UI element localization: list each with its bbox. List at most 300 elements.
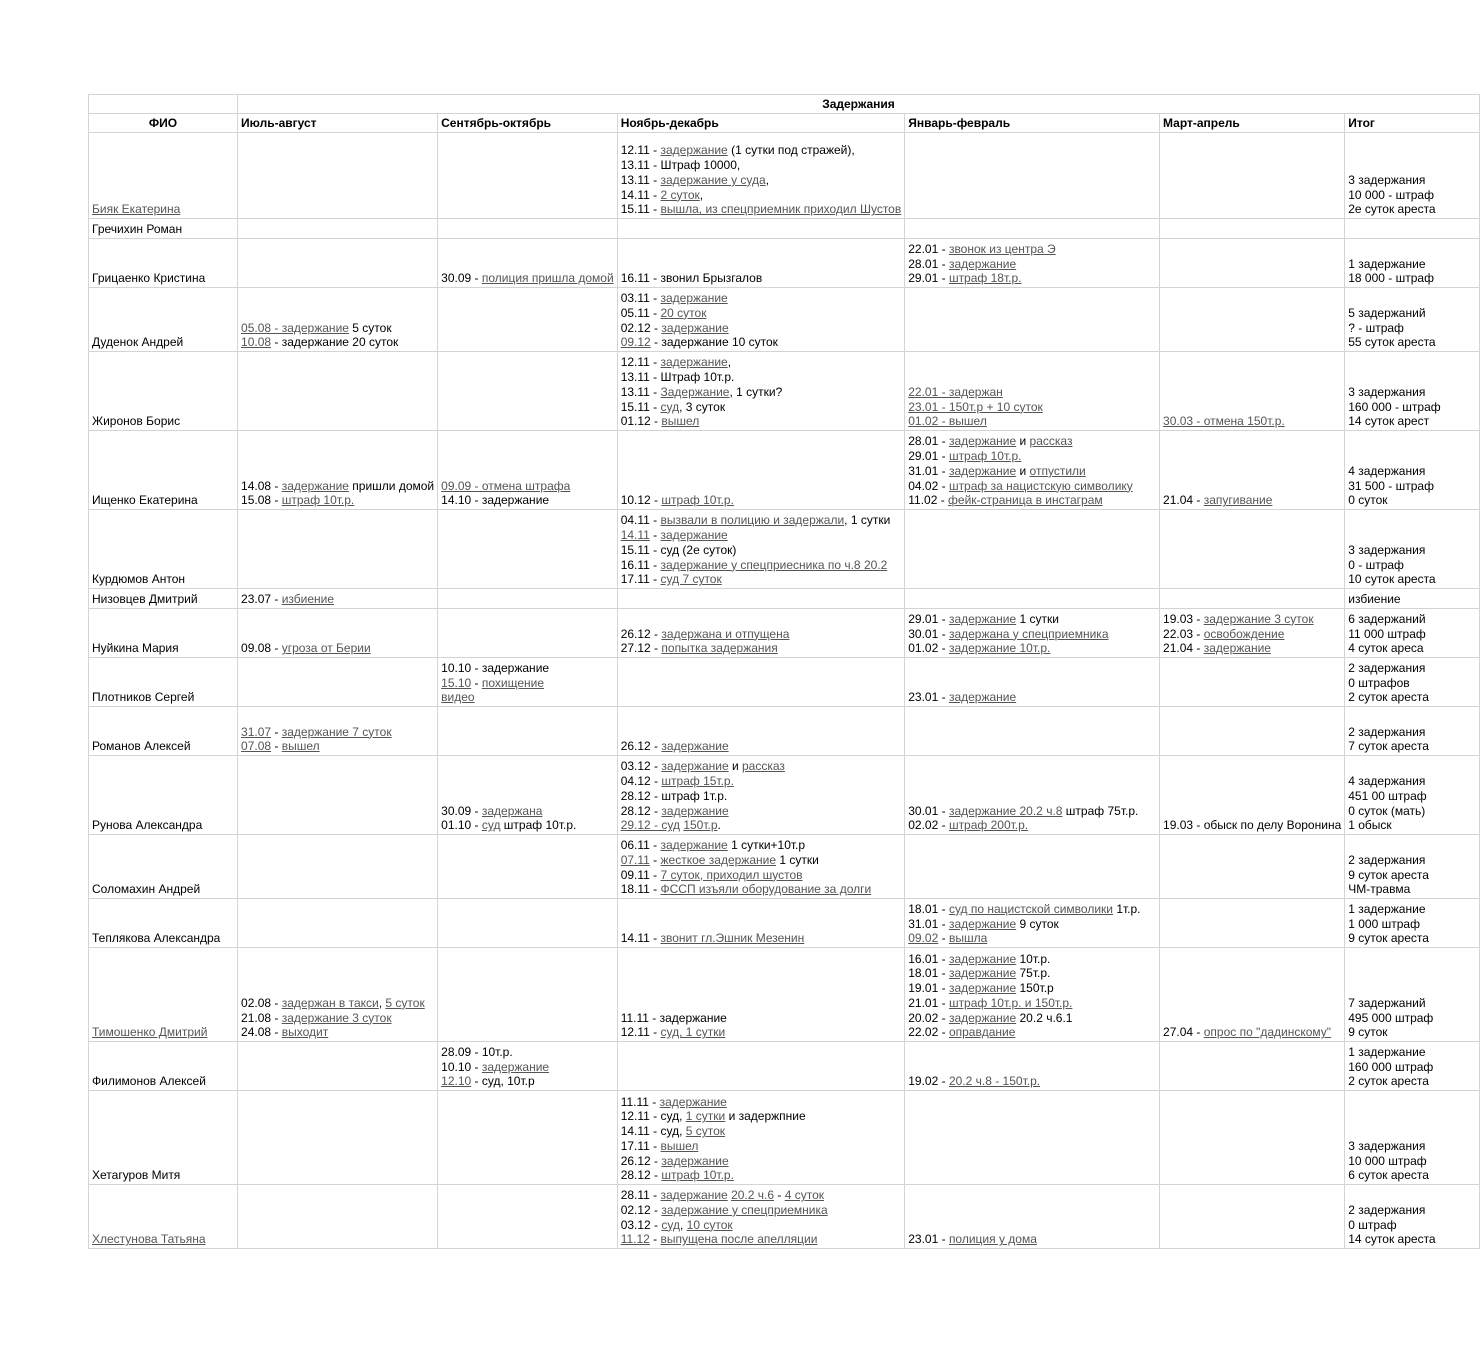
cell-sep-oct: [438, 431, 618, 510]
event-link[interactable]: запугивание: [1203, 493, 1273, 508]
cell-sep-oct: [438, 219, 618, 239]
event-link[interactable]: вышла, из спецприемник приходил Шустов: [660, 202, 902, 217]
event-link[interactable]: задержание: [481, 1059, 550, 1074]
cell-sep-oct: [438, 1185, 618, 1249]
event-text: 31 500 - штраф: [1348, 478, 1434, 493]
event-text: 14 суток ареста: [1348, 1232, 1436, 1247]
cell-nov-dec: [617, 589, 905, 609]
event-text: 18.01 -: [908, 901, 949, 916]
event-line: [441, 818, 614, 833]
event-link[interactable]: рассказ: [742, 759, 785, 774]
event-link[interactable]: фейк-страница в инстаграм: [948, 493, 1103, 508]
cell-jul-aug: [238, 948, 438, 1042]
person-name: Рунова Александра: [92, 818, 203, 833]
person-name: Романов Алексей: [92, 739, 191, 754]
event-text: -: [649, 852, 661, 867]
event-link[interactable]: вызвали в полицию и задержали: [660, 513, 845, 528]
event-text: 28.09 - 10т.р.: [441, 1044, 513, 1059]
event-link[interactable]: штраф 10т.р.: [281, 493, 355, 508]
cell-total: [1345, 756, 1480, 835]
person-name[interactable]: Хлестунова Татьяна: [92, 1232, 206, 1247]
event-line: [1348, 400, 1476, 415]
event-text: 30.09 -: [441, 271, 482, 286]
event-line: [621, 188, 902, 203]
event-link[interactable]: 15.10: [441, 675, 472, 690]
event-link[interactable]: отпустили: [1029, 463, 1086, 478]
detentions-table: [88, 94, 1480, 1249]
event-line: [1348, 464, 1476, 479]
event-link[interactable]: задержание у спецприемника: [661, 1202, 828, 1217]
event-line: [621, 414, 902, 429]
event-text: 21.08 -: [241, 1010, 282, 1025]
cell-jul-aug: [238, 239, 438, 288]
event-text: - задержание 20 суток: [271, 335, 399, 350]
event-line: [621, 1203, 902, 1218]
event-link[interactable]: 23.01 - 150т.р + 10 суток: [908, 399, 1043, 414]
column-header-jul-aug: Июль-август: [238, 114, 438, 133]
event-link[interactable]: звонок из центра Э: [948, 241, 1056, 256]
event-text: 1 задержание: [1348, 1044, 1426, 1059]
event-text: -: [938, 931, 949, 946]
table-row: [89, 288, 1480, 352]
event-text: , 1 сутки: [844, 513, 891, 528]
event-line: [621, 321, 902, 336]
event-link[interactable]: задержание: [661, 759, 729, 774]
event-link[interactable]: задержание: [660, 355, 728, 370]
event-link[interactable]: задержание у спецприесника по ч.8 20.2: [660, 557, 888, 572]
table-row: [89, 589, 1480, 609]
event-link[interactable]: задержание у суда: [660, 172, 766, 187]
column-header-sep-oct: Сентябрь-октябрь: [438, 114, 618, 133]
event-line: [1348, 804, 1476, 819]
event-link[interactable]: выходит: [281, 1025, 329, 1040]
cell-fio: [89, 288, 238, 352]
event-text: 02.12 -: [620, 1202, 662, 1217]
event-line: [1348, 661, 1476, 676]
event-line: [908, 1025, 1156, 1040]
event-text: 01.10 -: [441, 818, 482, 833]
event-line: [441, 804, 614, 819]
event-line: [621, 291, 902, 306]
table-row: [89, 835, 1480, 899]
event-text: 3 задержания: [1348, 1138, 1426, 1153]
event-line: [908, 1011, 1156, 1026]
event-link[interactable]: 1 сутки: [685, 1109, 726, 1124]
cell-jan-feb: [905, 609, 1160, 658]
cell-jan-feb: [905, 431, 1160, 510]
event-line: [1348, 902, 1476, 917]
event-text: 12.11 -: [620, 1025, 661, 1040]
event-text: 1 сутки: [1016, 611, 1059, 626]
event-link[interactable]: попытка задержания: [661, 641, 778, 656]
event-line: [908, 434, 1156, 449]
event-line: [1348, 641, 1476, 656]
event-text: 31.01 -: [908, 916, 949, 931]
event-line: [621, 1154, 902, 1169]
event-line: [1163, 1025, 1341, 1040]
cell-jul-aug: [238, 756, 438, 835]
cell-sep-oct: [438, 658, 618, 707]
cell-sep-oct: [438, 133, 618, 219]
table-row: [89, 510, 1480, 589]
cell-jul-aug: [238, 133, 438, 219]
event-link[interactable]: задержание: [948, 1010, 1017, 1025]
cell-fio: [89, 431, 238, 510]
event-link[interactable]: задержание: [948, 256, 1017, 271]
event-link[interactable]: штраф 18т.р.: [948, 271, 1022, 286]
event-link[interactable]: задержание: [948, 611, 1017, 626]
event-line: [908, 917, 1156, 932]
event-link[interactable]: 01.02 - вышел: [908, 414, 987, 429]
event-line: [1348, 479, 1476, 494]
event-link[interactable]: полиция пришла домой: [481, 271, 614, 286]
event-link[interactable]: ФССП изъяли оборудование за долги: [660, 882, 872, 897]
event-text: 7 задержаний: [1348, 995, 1426, 1010]
event-text: 13.11 -: [620, 384, 661, 399]
cell-mar-apr: [1160, 589, 1345, 609]
event-line: [908, 257, 1156, 272]
event-link[interactable]: рассказ: [1029, 434, 1073, 449]
event-line: [621, 335, 902, 350]
person-name: Дуденок Андрей: [92, 335, 184, 350]
event-link[interactable]: 4 суток: [784, 1188, 824, 1203]
event-link[interactable]: 09.02: [908, 931, 939, 946]
event-text: 160 000 штраф: [1348, 1059, 1434, 1074]
event-link[interactable]: выпущена после апелляции: [660, 1232, 818, 1247]
cell-fio: [89, 352, 238, 431]
event-text: 24.08 -: [241, 1025, 282, 1040]
cell-total: [1345, 589, 1480, 609]
event-line: [1348, 627, 1476, 642]
event-link[interactable]: штраф 10т.р.: [661, 493, 734, 508]
event-text: , 3 суток: [679, 399, 726, 414]
cell-nov-dec: [617, 510, 905, 589]
event-text: 12.11 - суд,: [620, 1109, 686, 1124]
event-line: [621, 818, 902, 833]
event-text: 27.04 -: [1163, 1025, 1204, 1040]
event-line: [908, 818, 1156, 833]
cell-mar-apr: [1160, 1042, 1345, 1091]
event-link[interactable]: задержание 3 суток: [1203, 611, 1314, 626]
event-link[interactable]: штраф за нацистскую символику: [948, 478, 1133, 493]
group-header-row: [89, 95, 1480, 114]
table-row: [89, 707, 1480, 756]
event-text: 13.11 - Штраф 10000,: [620, 158, 741, 173]
cell-fio: [89, 133, 238, 219]
event-line: [908, 493, 1156, 508]
event-line: [621, 543, 902, 558]
cell-sep-oct: [438, 835, 618, 899]
cell-nov-dec: [617, 133, 905, 219]
event-link[interactable]: штраф 200т.р.: [948, 818, 1029, 833]
cell-jan-feb: [905, 899, 1160, 948]
event-link[interactable]: угроза от Берии: [281, 641, 371, 656]
cell-nov-dec: [617, 609, 905, 658]
event-line: [1348, 414, 1476, 429]
event-text: ,: [699, 187, 704, 202]
event-text: - задержание 10 суток: [650, 335, 778, 350]
event-link[interactable]: задержание: [661, 320, 729, 335]
cell-mar-apr: [1160, 835, 1345, 899]
event-link[interactable]: видео: [441, 690, 475, 705]
event-text: 11.11 -: [620, 1094, 660, 1109]
event-link[interactable]: задержан в такси: [281, 995, 379, 1010]
cell-total: [1345, 510, 1480, 589]
event-link[interactable]: задержание: [660, 838, 728, 853]
person-name: Низовцев Дмитрий: [92, 592, 198, 607]
event-text: 10.10 - задержание: [441, 660, 550, 675]
event-link[interactable]: вышла: [948, 931, 988, 946]
event-link[interactable]: задержание: [660, 291, 728, 306]
event-text: 1 сутки: [776, 852, 819, 867]
cell-nov-dec: [617, 239, 905, 288]
event-line: [1348, 789, 1476, 804]
event-link[interactable]: 07.08: [241, 739, 272, 754]
event-text: 4 суток ареса: [1348, 641, 1424, 656]
event-text: 1 задержание: [1348, 901, 1426, 916]
table-body: [89, 95, 1480, 1249]
event-link[interactable]: 7 суток, приходил шустов: [660, 867, 803, 882]
event-line: [1348, 739, 1476, 754]
event-text: 2 суток ареста: [1348, 1074, 1429, 1089]
event-link[interactable]: штраф 10т.р.: [661, 1168, 734, 1183]
event-line: [908, 464, 1156, 479]
event-link[interactable]: 2 суток: [660, 187, 700, 202]
cell-jul-aug: [238, 658, 438, 707]
event-link[interactable]: 22.01 - задержан: [908, 384, 1003, 399]
event-link[interactable]: задержание: [1203, 641, 1271, 656]
event-text: 2е суток ареста: [1348, 202, 1436, 217]
cell-total: [1345, 1042, 1480, 1091]
event-link[interactable]: опрос по "дадинскому": [1203, 1025, 1332, 1040]
event-link[interactable]: вышел: [661, 414, 700, 429]
event-link[interactable]: 29.12 - суд: [620, 818, 680, 833]
event-link[interactable]: 14.11: [620, 528, 650, 543]
cell-mar-apr: [1160, 352, 1345, 431]
event-line: [1348, 882, 1476, 897]
event-link[interactable]: похищение: [481, 675, 544, 690]
cell-jan-feb: [905, 589, 1160, 609]
event-link[interactable]: задержание: [659, 1094, 727, 1109]
cell-jul-aug: [238, 288, 438, 352]
cell-jan-feb: [905, 835, 1160, 899]
event-link[interactable]: 09.12: [620, 335, 651, 350]
cell-jul-aug: [238, 1091, 438, 1185]
event-link[interactable]: задержание 7 суток: [281, 724, 392, 739]
event-line: [241, 479, 434, 494]
event-link[interactable]: задержание: [948, 951, 1017, 966]
event-line: [908, 690, 1156, 705]
cell-sep-oct: [438, 1091, 618, 1185]
event-text: 4 задержания: [1348, 774, 1426, 789]
event-link[interactable]: вышел: [660, 1138, 699, 1153]
event-link[interactable]: штраф 10т.р. и 150т.р.: [948, 995, 1073, 1010]
event-link[interactable]: 30.03 - отмена 150т.р.: [1163, 414, 1285, 429]
event-text: -: [271, 724, 282, 739]
event-text: 22.03 -: [1163, 626, 1204, 641]
event-text: 11 000 штраф: [1348, 626, 1426, 641]
event-text: 10.12 -: [620, 493, 662, 508]
event-line: [621, 173, 902, 188]
event-text: 17.11 -: [620, 572, 661, 587]
event-link[interactable]: суд: [481, 818, 501, 833]
cell-total: [1345, 133, 1480, 219]
cell-nov-dec: [617, 658, 905, 707]
event-line: [908, 966, 1156, 981]
event-link[interactable]: суд: [660, 399, 680, 414]
event-link[interactable]: задержание: [660, 528, 728, 543]
event-link[interactable]: 11.12: [620, 1232, 650, 1247]
event-text: 02.02 -: [908, 818, 949, 833]
event-link[interactable]: задержание: [281, 478, 349, 493]
event-text: 0 штрафов: [1348, 675, 1410, 690]
event-link[interactable]: 5 суток: [685, 1124, 726, 1139]
event-link[interactable]: полиция у дома: [948, 1232, 1037, 1247]
event-text: 10 000 штраф: [1348, 1153, 1427, 1168]
event-link[interactable]: звонит гл.Эшник Мезенин: [660, 931, 805, 946]
event-link[interactable]: жесткое задержание: [660, 852, 776, 867]
event-link[interactable]: избиение: [281, 592, 335, 607]
event-link[interactable]: задержание: [660, 143, 728, 158]
event-link[interactable]: задержание 20.2 ч.8: [948, 803, 1063, 818]
event-line: [621, 158, 902, 173]
event-link[interactable]: штраф 15т.р.: [661, 774, 734, 789]
cell-jul-aug: [238, 510, 438, 589]
event-link[interactable]: задержание 10т.р.: [948, 641, 1051, 656]
event-link[interactable]: задержание: [661, 803, 729, 818]
event-text: 13.11 - Штраф 10т.р.: [620, 370, 735, 385]
cell-mar-apr: [1160, 1091, 1345, 1185]
event-link[interactable]: задержание: [948, 434, 1017, 449]
cell-total: [1345, 899, 1480, 948]
column-header-mar-apr: Март-апрель: [1160, 114, 1345, 133]
event-link[interactable]: задержание: [660, 1188, 728, 1203]
cell-mar-apr: [1160, 658, 1345, 707]
person-name[interactable]: Тимошенко Дмитрий: [92, 1025, 208, 1040]
event-line: [1348, 385, 1476, 400]
event-line: [1348, 774, 1476, 789]
event-text: 16.11 - звонил Брызгалов: [620, 271, 763, 286]
event-line: [621, 572, 902, 587]
person-name[interactable]: Бияк Екатерина: [92, 202, 181, 217]
cell-jan-feb: [905, 1185, 1160, 1249]
event-line: [908, 804, 1156, 819]
event-line: [1348, 543, 1476, 558]
event-line: [1348, 257, 1476, 272]
event-text: 14.11 -: [620, 187, 661, 202]
event-line: [621, 528, 902, 543]
event-text: 160 000 - штраф: [1348, 399, 1441, 414]
cell-nov-dec: [617, 219, 905, 239]
event-link[interactable]: суд: [661, 1217, 680, 1232]
event-text: 14.10 - задержание: [441, 493, 550, 508]
event-line: [1348, 1218, 1476, 1233]
event-link[interactable]: задержание: [948, 916, 1017, 931]
person-name: Курдюмов Антон: [92, 572, 186, 587]
event-link[interactable]: задержана у спецприемника: [948, 626, 1109, 641]
event-text: 10т.р.: [1016, 951, 1051, 966]
column-header-row: [89, 114, 1480, 133]
event-link[interactable]: 12.10: [441, 1074, 472, 1089]
event-text: 9 суток: [1348, 1025, 1388, 1040]
event-link[interactable]: оправдание: [948, 1025, 1016, 1040]
cell-total: [1345, 609, 1480, 658]
event-link[interactable]: суд, 1 сутки: [660, 1025, 726, 1040]
event-link[interactable]: 05.08 - задержание: [241, 320, 349, 335]
event-link[interactable]: суд по нацистской символики: [948, 901, 1113, 916]
table-row: [89, 239, 1480, 288]
event-link[interactable]: вышел: [281, 739, 320, 754]
event-link[interactable]: задержание: [661, 739, 729, 754]
event-link[interactable]: задержание 3 суток: [281, 1010, 392, 1025]
event-link[interactable]: штраф 10т.р.: [948, 449, 1022, 464]
event-text: 19.01 -: [908, 981, 949, 996]
event-link[interactable]: суд 7 суток: [660, 572, 722, 587]
event-link[interactable]: задержана: [481, 803, 543, 818]
event-text: .: [717, 818, 721, 833]
event-link[interactable]: 5 суток: [385, 995, 425, 1010]
cell-total: [1345, 352, 1480, 431]
event-link[interactable]: 20 суток: [660, 305, 707, 320]
cell-nov-dec: [617, 1042, 905, 1091]
event-text: (1 сутки под стражей),: [727, 143, 855, 158]
cell-mar-apr: [1160, 431, 1345, 510]
cell-total: [1345, 707, 1480, 756]
event-text: -: [271, 739, 282, 754]
event-link[interactable]: 20.2 ч.6: [731, 1188, 775, 1203]
event-link[interactable]: 09.09 - отмена штрафа: [441, 478, 571, 493]
event-link[interactable]: задержание: [661, 1153, 729, 1168]
cell-total: [1345, 431, 1480, 510]
event-text: 20.02 -: [908, 1010, 949, 1025]
event-text: 22.02 -: [908, 1025, 949, 1040]
event-link[interactable]: задержание: [948, 966, 1017, 981]
person-name: Плотников Сергей: [92, 690, 195, 705]
event-line: [1163, 641, 1341, 656]
event-text: 05.11 -: [620, 305, 661, 320]
cell-jul-aug: [238, 431, 438, 510]
event-link[interactable]: задержание: [948, 463, 1017, 478]
event-link[interactable]: 20.2 ч.8 - 150т.р.: [948, 1074, 1041, 1089]
event-text: ЧМ-травма: [1348, 882, 1411, 897]
event-link[interactable]: 10 суток: [686, 1217, 733, 1232]
cell-sep-oct: [438, 609, 618, 658]
table-row: [89, 658, 1480, 707]
event-text: 10.10 -: [441, 1059, 482, 1074]
event-line: [1348, 931, 1476, 946]
event-link[interactable]: освобождение: [1203, 626, 1285, 641]
event-line: [621, 202, 902, 217]
event-link[interactable]: 07.11: [620, 852, 650, 867]
event-link[interactable]: задержание: [948, 690, 1017, 705]
event-line: [621, 759, 902, 774]
event-text: и: [1016, 463, 1030, 478]
event-text: 10 000 - штраф: [1348, 187, 1434, 202]
event-text: 2 задержания: [1348, 724, 1426, 739]
event-link[interactable]: 31.07: [241, 724, 272, 739]
cell-fio: [89, 707, 238, 756]
cell-fio: [89, 510, 238, 589]
event-link[interactable]: 10.08: [241, 335, 272, 350]
event-link[interactable]: Задержание: [660, 384, 730, 399]
event-line: [621, 882, 902, 897]
event-link[interactable]: 150т.р: [683, 818, 718, 833]
event-link[interactable]: задержана и отпущена: [661, 626, 790, 641]
event-text: 26.12 -: [620, 739, 662, 754]
person-name: Жиронов Борис: [92, 414, 181, 429]
event-text: 23.07 -: [241, 592, 282, 607]
event-link[interactable]: задержание: [948, 981, 1017, 996]
